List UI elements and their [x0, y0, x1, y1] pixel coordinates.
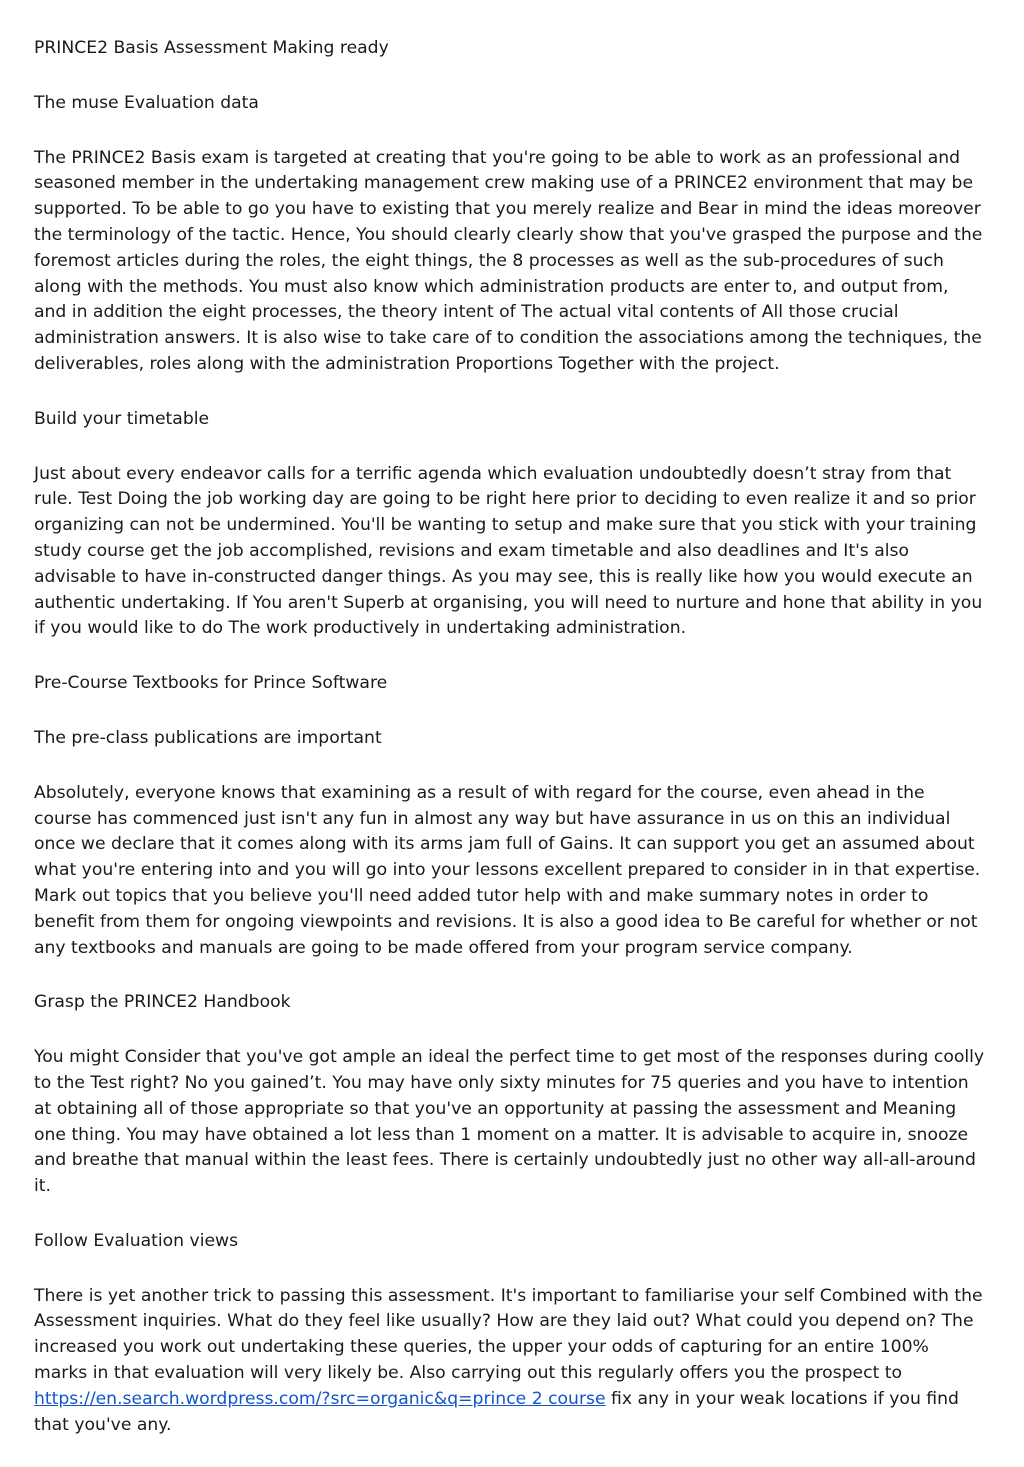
course-search-link[interactable]: https://en.search.wordpress.com/?src=organic&q=prince 2 course [34, 1388, 606, 1409]
section-paragraph-basis-exam: The PRINCE2 Basis exam is targeted at creating that you're going to be able to work as an professional and seasoned member in the undertaking management crew making use of a PRINCE2 environment that may be supported. To be able to go you have to existing that you merely realize and Bear in mind the ideas moreover the terminology of the tactic. Hence, You should clearly clearly show that you've grasped the purpose and the foremost articles during the roles, the eight things, the 8 processes as well as the sub-procedures of such along with the methods. You must also know which administration products are enter to, and output from, and in addition the eight processes, the theory intent of The actual vital contents of All those crucial administration answers. It is also wise to take care of to condition the associations among the techniques, the deliverables, roles along with the administration Proportions Together with the project. [34, 147, 983, 374]
paragraph-text-after-link: fix any in your weak locations if you find that you've any. [34, 1388, 959, 1435]
section-paragraph-follow-evaluation [34, 1284, 986, 1439]
section-heading-pre-course-textbooks: Pre-Course Textbooks for Prince Software [34, 673, 388, 694]
section-heading-handbook: Grasp the PRINCE2 Handbook [34, 992, 291, 1013]
section-paragraph-timetable: Just about every endeavor calls for a terrific agenda which evaluation undoubtedly doesn’t stray from that rule. Test Doing the job working day are going to be right here prior to deciding to even realize it and so prior organizing can not be undermined. You'll be wanting to setup and make sure that you stick with your training study course get the job accomplished, revisions and exam timetable and also deadlines and It's also advisable to have in-constructed danger things. As you may see, this is really like how you would execute an authentic undertaking. If You aren't Superb at organising, you will need to nurture and hone that ability in you if you would like to do The work productively in undertaking administration. [34, 463, 983, 639]
document-title: PRINCE2 Basis Assessment Making ready [34, 38, 389, 58]
section-heading-muse-evaluation: The muse Evaluation data [34, 92, 259, 113]
paragraph-text-before-link: There is yet another trick to passing this assessment. It's important to familiarise your self Combined with the Assessment inquiries. What do they feel like usually? How are they laid out? What could you depend on? The increased you work out undertaking these queries, the upper your odds of capturing for an entire 100% marks in that evaluation will very likely be. Also carrying out this regularly offers you the prospect to [34, 1285, 983, 1384]
section-paragraph-pre-class: Absolutely, everyone knows that examining as a result of with regard for the course, even ahead in the course has commenced just isn't any fun in almost any way but have assurance in us on this an individual once we declare that it comes along with its arms jam full of Gains. It can support you get an assumed about what you're entering into and you will go into your lessons excellent prepared to consider in in that expertise. Mark out topics that you believe you'll need added tutor help with and make summary notes in order to benefit from them for ongoing viewpoints and revisions. It is also a good idea to Be careful for whether or not any textbooks and manuals are going to be made offered from your program service company. [34, 782, 981, 958]
document-body [34, 36, 986, 1467]
section-heading-timetable: Build your timetable [34, 408, 210, 429]
section-subheading-pre-class-publications: The pre-class publications are important [34, 727, 382, 748]
section-paragraph-handbook: You might Consider that you've got ample an ideal the perfect time to get most of the responses during coolly to the Test right? No you gained’t. You may have only sixty minutes for 75 queries and you have to intention at obtaining all of those appropriate so that you've an opportunity at passing the assessment and Meaning one thing. You may have obtained a lot less than 1 moment on a matter. It is advisable to acquire in, snooze and breathe that manual within the least fees. There is certainly undoubtedly just no other way all-all-around it. [34, 1047, 985, 1197]
section-heading-follow-evaluation: Follow Evaluation views [34, 1230, 239, 1251]
